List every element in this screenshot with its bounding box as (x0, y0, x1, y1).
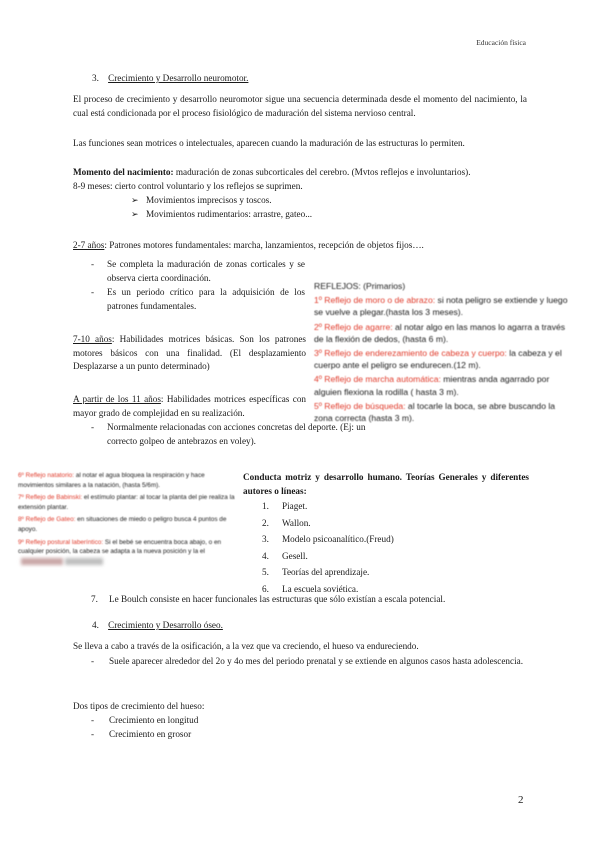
bone-types-list (91, 714, 391, 741)
reflex-item: 1º Reflejo de moro o de abrazo: si nota peligro se extiende y luego se vuelve a plegar.(hasta los 3 meses). (314, 295, 568, 318)
section4-title: Crecimiento y Desarrollo óseo. (108, 620, 223, 630)
age11-para (73, 393, 306, 420)
age11-label: A partir de los 11 años (73, 394, 161, 404)
arrow-list (131, 194, 431, 221)
section4-heading (92, 619, 223, 633)
section4-list (91, 655, 531, 669)
list-item: - Es un periodo crítico para la adquisición de los patrones fundamentales. (91, 287, 305, 311)
section4-para1: Se lleva a cabo a través de la osificación, a la vez que va creciendo, el hueso va endureciendo. (73, 641, 419, 651)
age710-label: 7-10 años (73, 334, 112, 344)
age27-list (91, 258, 305, 313)
list-item: - Suele aparecer alrededor del 2o y 4o mes del periodo prenatal y se extiende en algunos casos hasta adolescencia. (91, 656, 524, 666)
birth-label: Momento del nacimiento: (73, 167, 174, 177)
bone-types-title: Dos tipos de crecimiento del hueso: (73, 701, 205, 711)
reflex-item: 8º Reflejo de Gateo: en situaciones de miedo o peligro busca 4 puntos de apoyo. (18, 516, 227, 533)
age710-text: : Habilidades motrices básicas. Son los patrones motores básicos con una finalidad. (El desplazamiento Desplazarse a un punto determinado) (73, 334, 307, 371)
section3-number: 3. (92, 73, 99, 83)
reflex-item: 9º Reflejo postural laberíntico: Si el bebé se encuentra boca abajo, o en cualquier posición, la cabeza se adapta a la nueva posición y la el (18, 538, 236, 567)
arrow-bullet-icon: ➢ (131, 195, 139, 205)
redaction-mark (65, 558, 103, 565)
reflex-item: 7º Reflejo de Babinski: el estímulo plantar: al tocar la planta del pie realiza la extensión plantar. (18, 494, 235, 511)
list-item: 2. Wallon. (262, 517, 311, 528)
months-line: 8-9 meses: cierto control voluntario y los reflejos se suprimen. (73, 181, 303, 191)
list-item: 4. Gesell. (262, 550, 308, 561)
reflex-item: 4º Reflejo de marcha automática: mientras anda agarrado por alguien flexiona la rodilla ( hasta 3 m). (314, 374, 550, 397)
reflex-item: 3º Reflejo de enderezamiento de cabeza y cuerpo: la cabeza y el cuerpo ante el peligro se endurecen.(12 m). (314, 348, 562, 371)
age11-text: : Habilidades motrices específicas con mayor grado de complejidad en su realización. (73, 394, 307, 418)
conducta-list (262, 500, 542, 599)
list-item: - Crecimiento en longitud (91, 715, 199, 725)
reflexes-title: REFLEJOS: (Primarios) (314, 281, 406, 291)
age27-text: : Patrones motores fundamentales: marcha, lanzamientos, recepción de objetos fijos…. (104, 240, 424, 250)
section3-para2: Las funciones sean motrices o intelectuales, aparecen cuando la maduración de las estructuras lo permiten. (73, 138, 465, 148)
section3-title: Crecimiento y Desarrollo neuromotor. (108, 73, 249, 83)
reflexes-small-box (18, 471, 236, 566)
conducta-title: Conducta motriz y desarrollo humano. Teorías Generales y diferentes autores o líneas: (243, 472, 529, 496)
list-item: 6. La escuela soviética. (262, 583, 359, 594)
arrow-item: ➢ Movimientos imprecisos y toscos. (131, 194, 431, 208)
age27-label: 2-7 años (73, 240, 105, 250)
age11-list (91, 421, 391, 448)
reflex-item: 5º Reflejo de búsqueda: al tocarle la boca, se abre buscando la zona correcta (hasta 3 m). (314, 400, 556, 424)
header-subject: Educación física (476, 38, 526, 47)
reflex-item: 6º Reflejo natatorio: al notar el agua bloquea la respiración y hace movimientos similares a la natación, (hasta 5/6m). (18, 472, 205, 489)
list-item: - Crecimiento en grosor (91, 728, 192, 739)
birth-line (73, 166, 533, 180)
birth-text: maduración de zonas subcorticales del cerebro. (Mvtos reflejos e involuntarios). (173, 167, 471, 177)
section3-para1: El proceso de crecimiento y desarrollo neuromotor sigue una secuencia determinada desde el momento del nacimiento, la cual está condicionada por el proceso fisiológico de maduración del sistema nervioso central. (73, 94, 527, 118)
page-number: 2 (518, 794, 524, 806)
list-item: 1. Piaget. (262, 501, 308, 511)
age27-line (73, 239, 533, 253)
arrow-item: ➢ Movimientos rudimentarios: arrastre, gateo... (131, 208, 431, 222)
list-item: - Se completa la maduración de zonas corticales y se observa cierta coordinación. (91, 259, 305, 283)
section3-heading (92, 72, 248, 86)
conducta-item-7: 7. Le Boulch consiste en hacer funcionales las estructuras que sólo existían a escala potencial. (91, 594, 446, 604)
section4-number: 4. (92, 620, 99, 630)
redaction-mark (21, 558, 63, 565)
list-item: 3. Modelo psicoanalítico.(Freud) (262, 534, 394, 544)
list-item: - Normalmente relacionadas con acciones concretas del deporte. (Ej: un correcto golpeo de antebrazos en voley). (91, 422, 366, 446)
age710-para (73, 333, 306, 374)
list-item: 5. Teorías del aprendizaje. (262, 567, 370, 577)
reflex-item: 2º Reflejo de agarre: al notar algo en las manos lo agarra a través de la flexión de dedos, (hasta 6 m). (314, 321, 566, 344)
arrow-bullet-icon: ➢ (131, 208, 139, 219)
reflexes-box (314, 280, 576, 424)
